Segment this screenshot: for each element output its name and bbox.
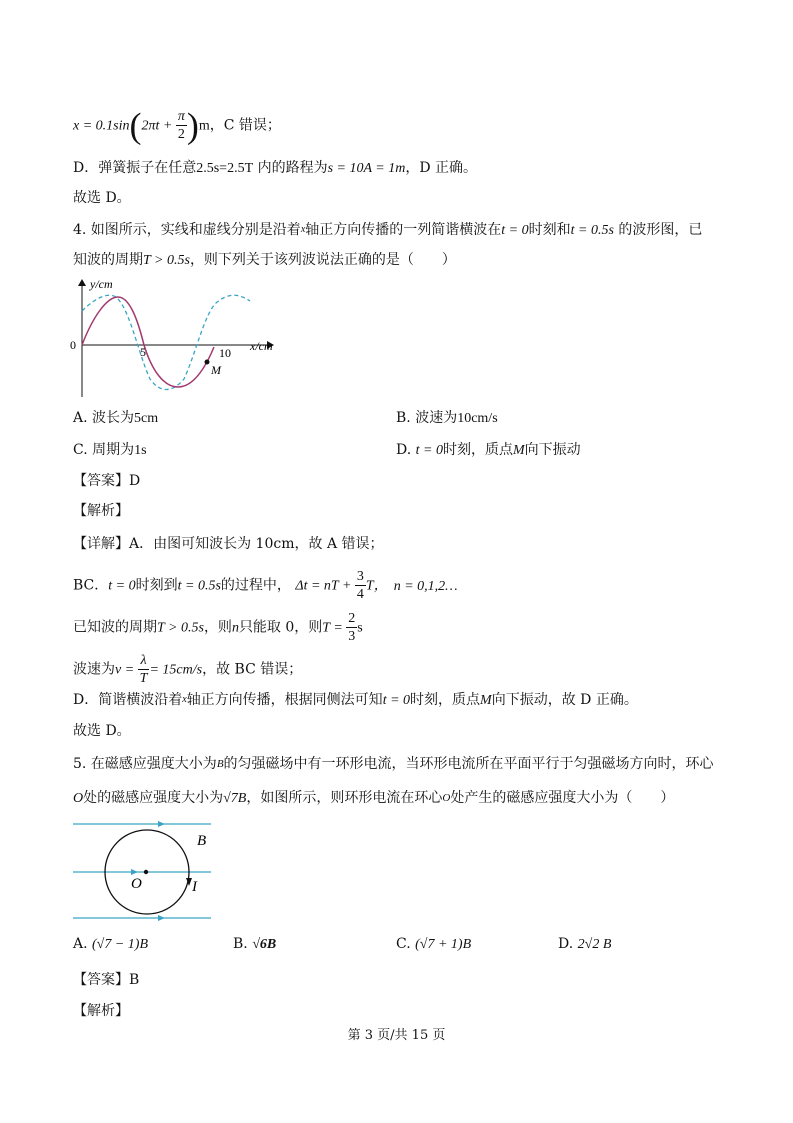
q4-option-c[interactable]: C. 周期为1s [73, 442, 147, 458]
q5-answer: 【答案】B [73, 972, 140, 988]
q4-option-a[interactable]: A. 波长为5cm [73, 410, 159, 426]
q4-detail-period: 已知波的周期T > 0.5s，则n只能取 0，则T = $\frac{2}{3}$ s [73, 611, 363, 644]
q4-detail-bc: BC．t = 0时刻到t = 0.5s的过程中， Δt = nT + $\frac{3}{4}$ T， n = 0,1,2… [73, 569, 458, 602]
wave-graph [68, 275, 288, 400]
label-b: B [197, 833, 207, 849]
formula-unit: m [198, 118, 210, 134]
tick-10-label: 10 [219, 346, 231, 360]
q4-stem-line2: 知波的周期T > 0.5s，则下列关于该列波说法正确的是（ ） [73, 252, 456, 268]
q4-analysis-heading: 【解析】 [73, 503, 129, 519]
q4-option-b[interactable]: B. 波速为10cm/s [396, 410, 498, 426]
label-i: I [192, 879, 197, 895]
fraction-3-over-4: $\frac{3}{4}$ [356, 569, 364, 602]
q5-analysis-heading: 【解析】 [73, 1003, 129, 1019]
origin-label: 0 [70, 338, 76, 352]
ring-current-figure [73, 816, 218, 924]
paren-close: ) [186, 105, 199, 146]
fraction-pi-over-2: $\frac{\pi}{2}$ [177, 109, 185, 142]
q5-option-c[interactable]: C. (√7 + 1)B [396, 936, 472, 952]
q4-choose-d: 故选 D。 [73, 723, 131, 739]
q4-detail-speed: 波速为v = $\frac{\lambda}{T}$ = 15cm/s，故 BC 错误； [73, 653, 303, 686]
q5-option-d[interactable]: D. 2√2 B [558, 936, 612, 952]
paren-open: ( [129, 105, 142, 146]
point-m-label: M [211, 363, 221, 377]
formula-line-x [73, 105, 281, 146]
point-m [205, 360, 210, 365]
q4-answer: 【答案】D [73, 473, 141, 489]
q4-detail-d: D．简谐横波沿着$^x$轴正方向传播，根据同侧法可知t = 0时刻，质点M向下振动，故 D 正确。 [73, 692, 638, 708]
formula-x-prefix: x = 0.1sin [73, 118, 130, 134]
q5-stem-line2: O处的磁感应强度大小为√7B，如图所示，则环形电流在环心$^O$处产生的磁感应强度大小为（ ） [73, 790, 675, 806]
x-axis-label: x/cm [250, 339, 273, 353]
q4-option-d[interactable]: D. t = 0时刻，质点M向下振动 [396, 442, 581, 458]
tick-5-label: 5 [140, 345, 146, 359]
q4-stem-line1: 4. 如图所示，实线和虚线分别是沿着$^x$轴正方向传播的一列简谐横波在t = 0时刻和t = 0.5s 的波形图，已 [73, 222, 703, 238]
page-footer: 第 3 页/共 15 页 [347, 1028, 446, 1043]
text-line-d-path: D．弹簧振子在任意2.5s=2.5T 内的路程为s = 10A = 1m，D 正确。 [73, 160, 478, 176]
text-line-choose-d: 故选 D。 [73, 190, 131, 206]
formula-tail: ，C 错误； [209, 117, 281, 134]
q5-stem-line1: 5. 在磁感应强度大小为$^B$的匀强磁场中有一环形电流，当环形电流所在平面平行于匀强磁场方向时，环心 [73, 756, 714, 772]
fraction-lambda-over-t: $\frac{\lambda}{T}$ [139, 653, 148, 686]
q4-detail-a: 【详解】A．由图可知波长为 10cm，故 A 错误； [73, 536, 384, 552]
formula-x-phase: 2πt + [141, 118, 176, 134]
label-o: O [131, 876, 142, 892]
q5-option-a[interactable]: A. (√7 − 1)B [73, 936, 149, 952]
dashed-wave-t05 [82, 295, 250, 389]
fraction-2-over-3: $\frac{2}{3}$ [348, 611, 356, 644]
y-axis-label: y/cm [90, 277, 113, 291]
q5-option-b[interactable]: B. √6B [233, 936, 277, 952]
center-o-dot [144, 870, 148, 874]
